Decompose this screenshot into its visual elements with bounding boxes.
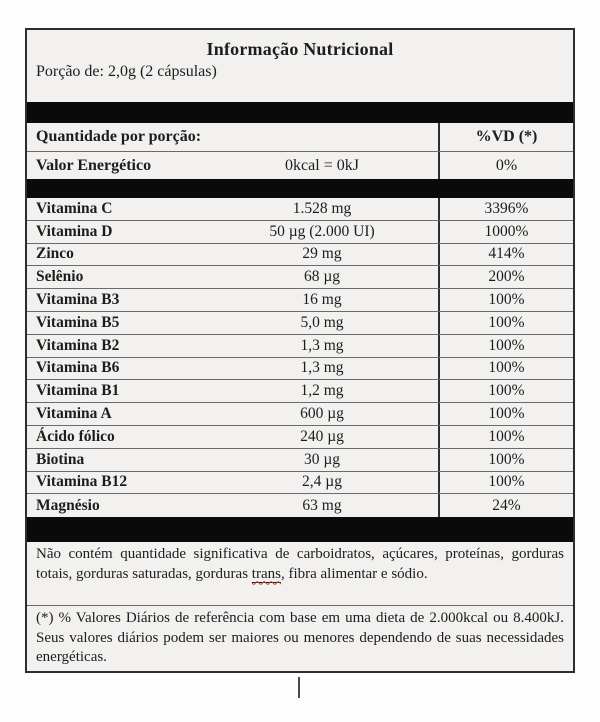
table-header-section: [27, 30, 573, 102]
nutrient-row: [27, 266, 573, 289]
nutrient-amount: 1.528 mg: [292, 199, 352, 217]
nutrient-daily-value: 24%: [438, 494, 573, 517]
nutrient-name: Vitamina B2: [36, 336, 120, 354]
nutrient-row: [27, 472, 573, 495]
energy-daily-value: 0%: [438, 152, 573, 179]
nutrient-amount: 29 mg: [302, 245, 342, 263]
nutrient-name: Vitamina D: [36, 222, 113, 240]
nutrient-amount: 2,4 µg: [302, 473, 342, 491]
nutrient-daily-value: 200%: [438, 266, 573, 288]
nutrient-row: [27, 449, 573, 472]
nutrient-row: [27, 380, 573, 403]
separator-bar-middle: [27, 179, 573, 198]
nutrient-name: Selênio: [36, 268, 84, 286]
nutrient-name: Vitamina B6: [36, 359, 120, 377]
nutrient-amount: 240 µg: [300, 427, 344, 445]
nutrient-daily-value: 100%: [438, 426, 573, 448]
nutrient-amount: 50 µg (2.000 UI): [269, 222, 375, 240]
note-text-before-trans: Não contém quantidade significativa de carboidratos, açúcares, proteínas, gorduras totais, gorduras saturadas, gorduras: [36, 546, 564, 582]
no-significant-amounts-note: [27, 542, 573, 606]
separator-bar-top: [27, 102, 573, 123]
nutrient-amount: 1,3 mg: [300, 336, 344, 354]
nutrient-name: Biotina: [36, 450, 85, 468]
nutrient-name: Vitamina B3: [36, 291, 120, 309]
nutrient-amount: 1,3 mg: [300, 359, 344, 377]
nutrient-amount: 30 µg: [303, 450, 341, 468]
nutrient-row: [27, 403, 573, 426]
nutrient-amount: 600 µg: [300, 405, 344, 423]
nutrient-row: [27, 198, 573, 221]
nutrient-amount: 5,0 mg: [300, 313, 344, 331]
energy-row: [27, 152, 573, 179]
nutrient-daily-value: 3396%: [438, 198, 573, 220]
nutrient-row: [27, 335, 573, 358]
nutrient-amount: 68 µg: [303, 268, 341, 286]
nutrient-row: [27, 221, 573, 244]
nutrient-name: Vitamina A: [36, 405, 112, 423]
nutrient-row: [27, 426, 573, 449]
quantity-per-serving-header: Quantidade por porção:: [36, 128, 202, 145]
energy-amount: 0kcal = 0kJ: [285, 156, 359, 174]
nutrient-name: Vitamina B5: [36, 313, 120, 331]
nutrient-daily-value: 100%: [438, 358, 573, 380]
nutrient-rows-section: [27, 198, 573, 517]
nutrient-row: [27, 312, 573, 335]
nutrient-amount: 63 mg: [302, 496, 342, 514]
daily-value-column-header: %VD (*): [438, 123, 573, 151]
nutrient-name: Vitamina C: [36, 199, 113, 217]
nutrient-daily-value: 1000%: [438, 221, 573, 243]
nutrient-daily-value: 414%: [438, 244, 573, 266]
nutrient-daily-value: 100%: [438, 312, 573, 334]
daily-values-reference-note: (*) % Valores Diários de referência com base em uma dieta de 2.000kcal ou 8.400kJ. Seus valores diários podem ser maiores ou menores dependendo de suas necessidades energéticas.: [36, 610, 564, 666]
nutrition-facts-table: [25, 28, 575, 673]
nutrient-daily-value: 100%: [438, 380, 573, 402]
nutrient-row: [27, 289, 573, 312]
serving-size-text: Porção de: 2,0g (2 cápsulas): [36, 63, 217, 80]
nutrient-name: Zinco: [36, 245, 74, 263]
nutrient-name: Vitamina B1: [36, 382, 120, 400]
nutrient-name: Ácido fólico: [36, 427, 115, 445]
nutrient-name: Vitamina B12: [36, 473, 128, 491]
nutrient-row: [27, 494, 573, 517]
nutrient-name: Magnésio: [36, 496, 100, 514]
nutrient-amount: 1,2 mg: [300, 382, 344, 400]
nutrient-daily-value: 100%: [438, 403, 573, 425]
energy-name: Valor Energético: [36, 156, 152, 174]
nutrient-daily-value: 100%: [438, 335, 573, 357]
nutrient-daily-value: 100%: [438, 289, 573, 311]
separator-bar-bottom: [27, 517, 573, 542]
nutrient-daily-value: 100%: [438, 472, 573, 494]
nutrient-row: [27, 358, 573, 381]
trans-word-with-spellcheck-squiggle: trans: [251, 565, 281, 582]
bottom-tick-mark: [298, 677, 300, 698]
nutrient-row: [27, 244, 573, 267]
nutrient-daily-value: 100%: [438, 449, 573, 471]
nutrient-amount: 16 mg: [302, 291, 342, 309]
note-text-after-trans: , fibra alimentar e sódio.: [280, 565, 428, 582]
label-title: Informação Nutricional: [206, 39, 394, 59]
column-header-row: [27, 123, 573, 152]
